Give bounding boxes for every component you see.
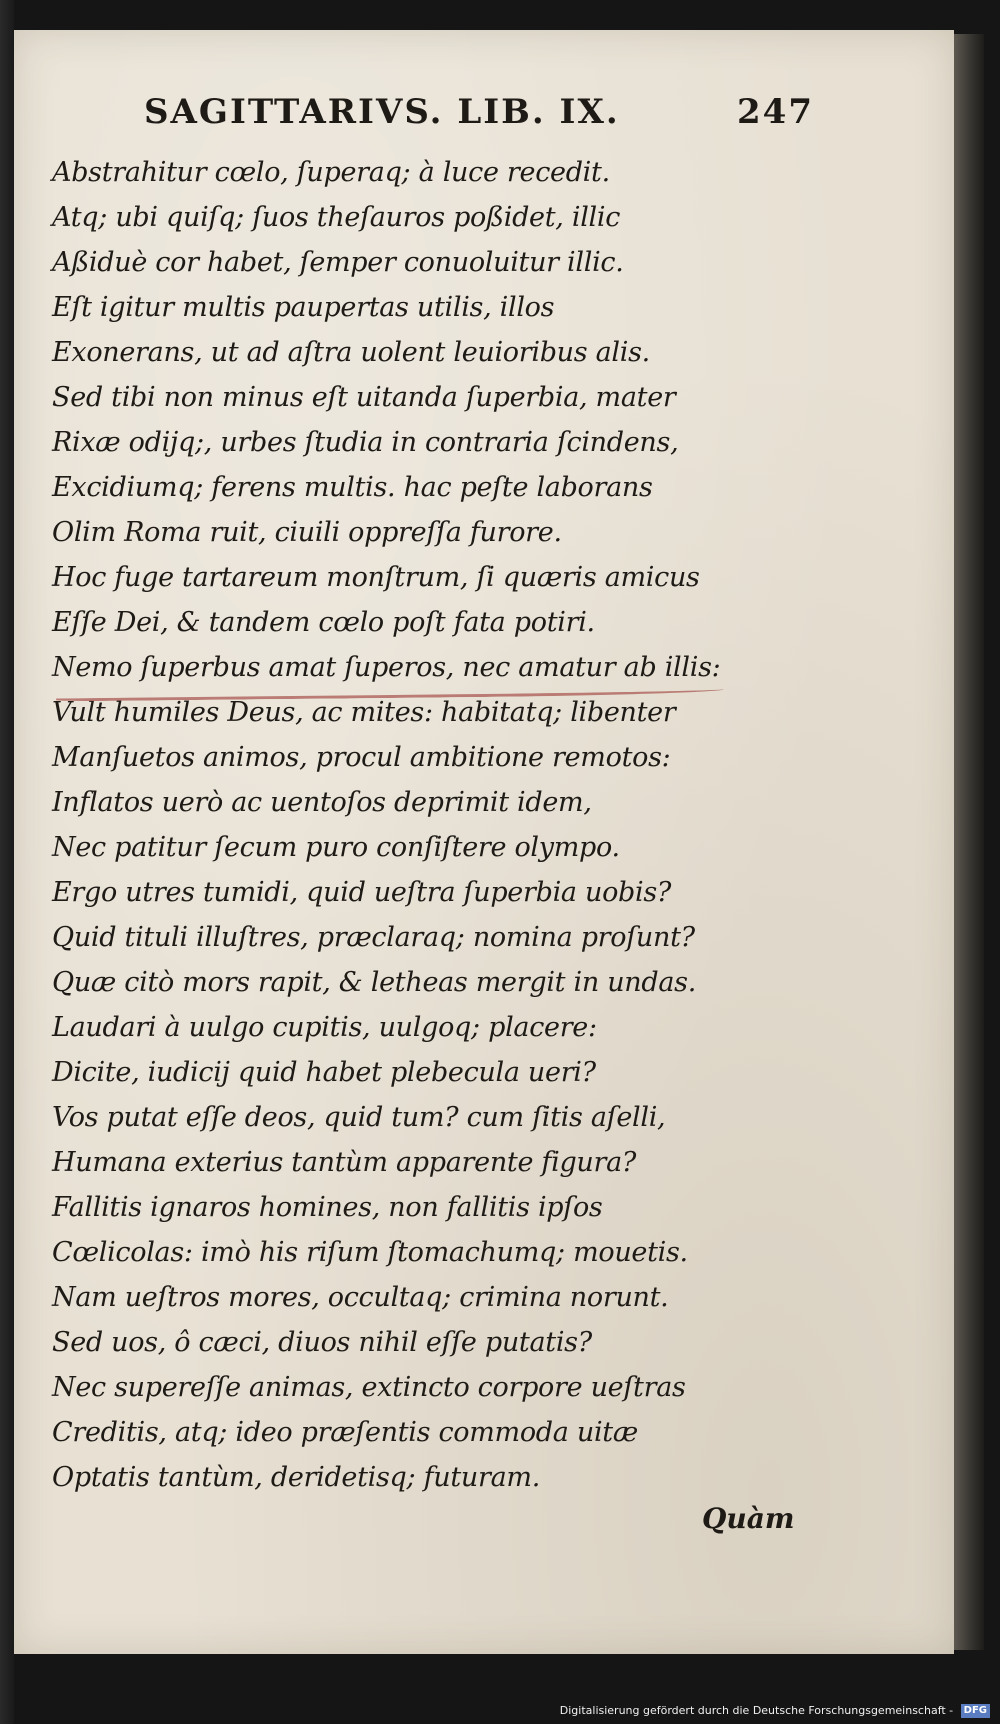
verse-line: Laudari à uulgo cupitis, uulgoq; placere: (52, 1012, 597, 1043)
verse-line: Fallitis ignaros homines, non fallitis ipſos (52, 1192, 603, 1223)
verse-line: Vult humiles Deus, ac mites: habitatq; libenter (52, 697, 676, 728)
verse-line: Humana exterius tantùm apparente figura? (52, 1147, 637, 1178)
running-head (144, 92, 814, 132)
verse-line: Sed uos, ô cæci, diuos nihil eſſe putatis? (52, 1327, 592, 1358)
page-number: 247 (737, 92, 814, 132)
book-page (14, 30, 954, 1654)
verse-line: Dicite, iudicij quid habet plebecula ueri? (52, 1057, 596, 1088)
verse-line: Abstrahitur cœlo, ſuperaq; à luce recedit. (52, 157, 610, 188)
verse-line-underlined: Nemo ſuperbus amat ſuperos, nec amatur ab illis: (52, 652, 721, 683)
verse-line: Cœlicolas: imò his riſum ſtomachumq; mouetis. (52, 1237, 688, 1268)
verse-text (52, 150, 772, 1500)
verse-line: Hoc fuge tartareum monſtrum, ſi quæris amicus (52, 562, 700, 593)
verse-line: Nec patitur ſecum puro conſiſtere olympo. (52, 832, 620, 863)
verse-line: Creditis, atq; ideo præſentis commoda uitæ (52, 1417, 638, 1448)
verse-line: Nec supereſſe animas, extincto corpore ueſtras (52, 1372, 686, 1403)
verse-line: Ergo utres tumidi, quid ueſtra ſuperbia uobis? (52, 877, 672, 908)
verse-line: Optatis tantùm, deridetisq; futuram. (52, 1462, 541, 1493)
verse-line: Manſuetos animos, procul ambitione remotos: (52, 742, 671, 773)
verse-line: Quid tituli illuſtres, præclaraq; nomina proſunt? (52, 922, 695, 953)
running-head-title: SAGITTARIVS. LIB. IX. (144, 92, 620, 132)
verse-line: Inflatos uerò ac uentoſos deprimit idem, (52, 787, 592, 818)
credit-text: Digitalisierung gefördert durch die Deutsche Forschungsgemeinschaft - (559, 1704, 954, 1717)
catchword: Quàm (702, 1502, 795, 1535)
verse-line: Rixæ odijq;, urbes ſtudia in contraria ſcindens, (52, 427, 679, 458)
verse-line: Sed tibi non minus eſt uitanda ſuperbia, mater (52, 382, 676, 413)
verse-line: Vos putat eſſe deos, quid tum? cum ſitis aſelli, (52, 1102, 666, 1133)
verse-line: Excidiumq; ferens multis. hac peſte laborans (52, 472, 653, 503)
binding-gutter (0, 0, 14, 1724)
digitization-credit (560, 1704, 990, 1718)
verse-line: Quæ citò mors rapit, & letheas mergit in undas. (52, 967, 696, 998)
verse-line: Exonerans, ut ad aſtra uolent leuioribus alis. (52, 337, 650, 368)
verse-line: Aßiduè cor habet, ſemper conuoluitur illic. (52, 247, 624, 278)
verse-line: Olim Roma ruit, ciuili oppreſſa furore. (52, 517, 562, 548)
verse-line: Eſt igitur multis paupertas utilis, illos (52, 292, 555, 323)
verse-line: Eſſe Dei, & tandem cœlo poſt fata potiri. (52, 607, 595, 638)
dfg-logo: DFG (961, 1704, 990, 1718)
verse-line: Nam ueſtros mores, occultaq; crimina norunt. (52, 1282, 669, 1313)
verse-line: Atq; ubi quiſq; ſuos theſauros poßidet, illic (52, 202, 621, 233)
